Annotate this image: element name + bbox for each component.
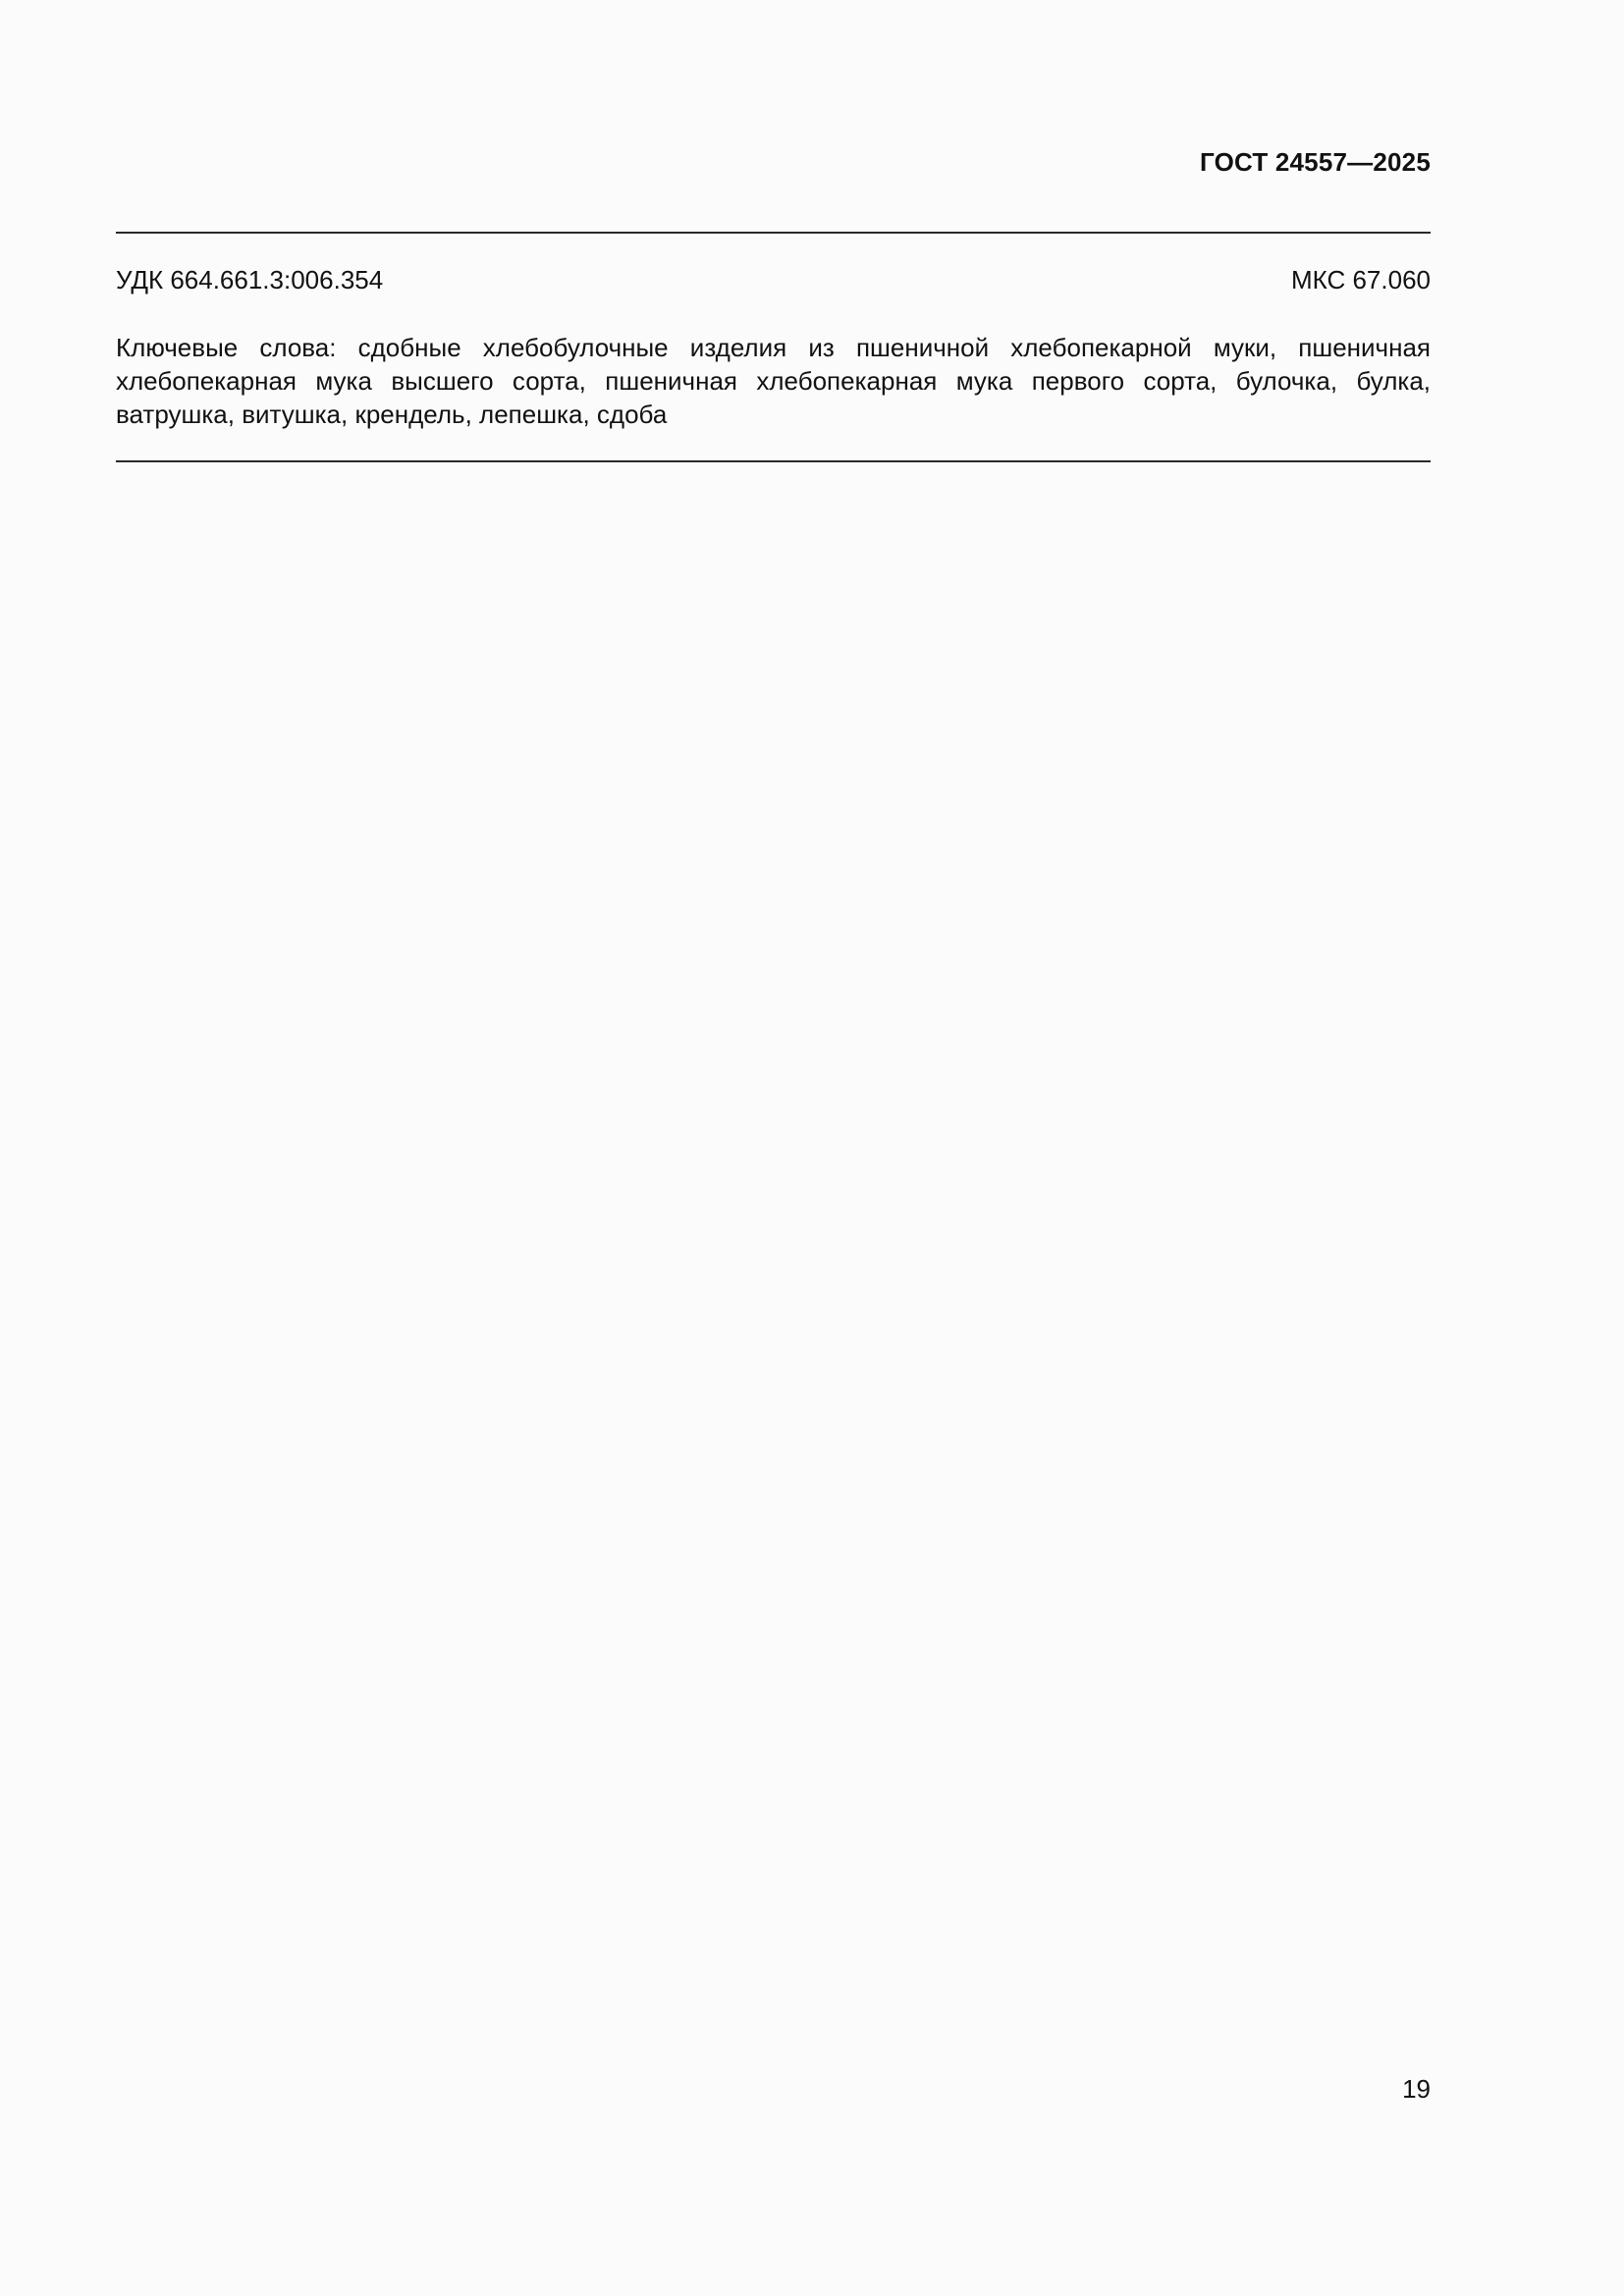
- standard-code: ГОСТ 24557—2025: [1200, 147, 1431, 177]
- classification-row: [116, 265, 1431, 295]
- top-divider: [116, 232, 1431, 234]
- page-number: 19: [1402, 2074, 1431, 2104]
- bottom-divider: [116, 460, 1431, 462]
- keywords-paragraph: Ключевые слова: сдобные хлебобулочные изделия из пшеничной хлебопекарной муки, пшеничная хлебопекарная мука высшего сорта, пшеничная хлебопекарная мука первого сорта, булочка, булка, ватрушка, витушка, крендель, лепешка, сдоба: [116, 333, 1431, 429]
- mks-code: МКС 67.060: [1290, 265, 1431, 294]
- udk-code: УДК 664.661.3:006.354: [116, 265, 384, 294]
